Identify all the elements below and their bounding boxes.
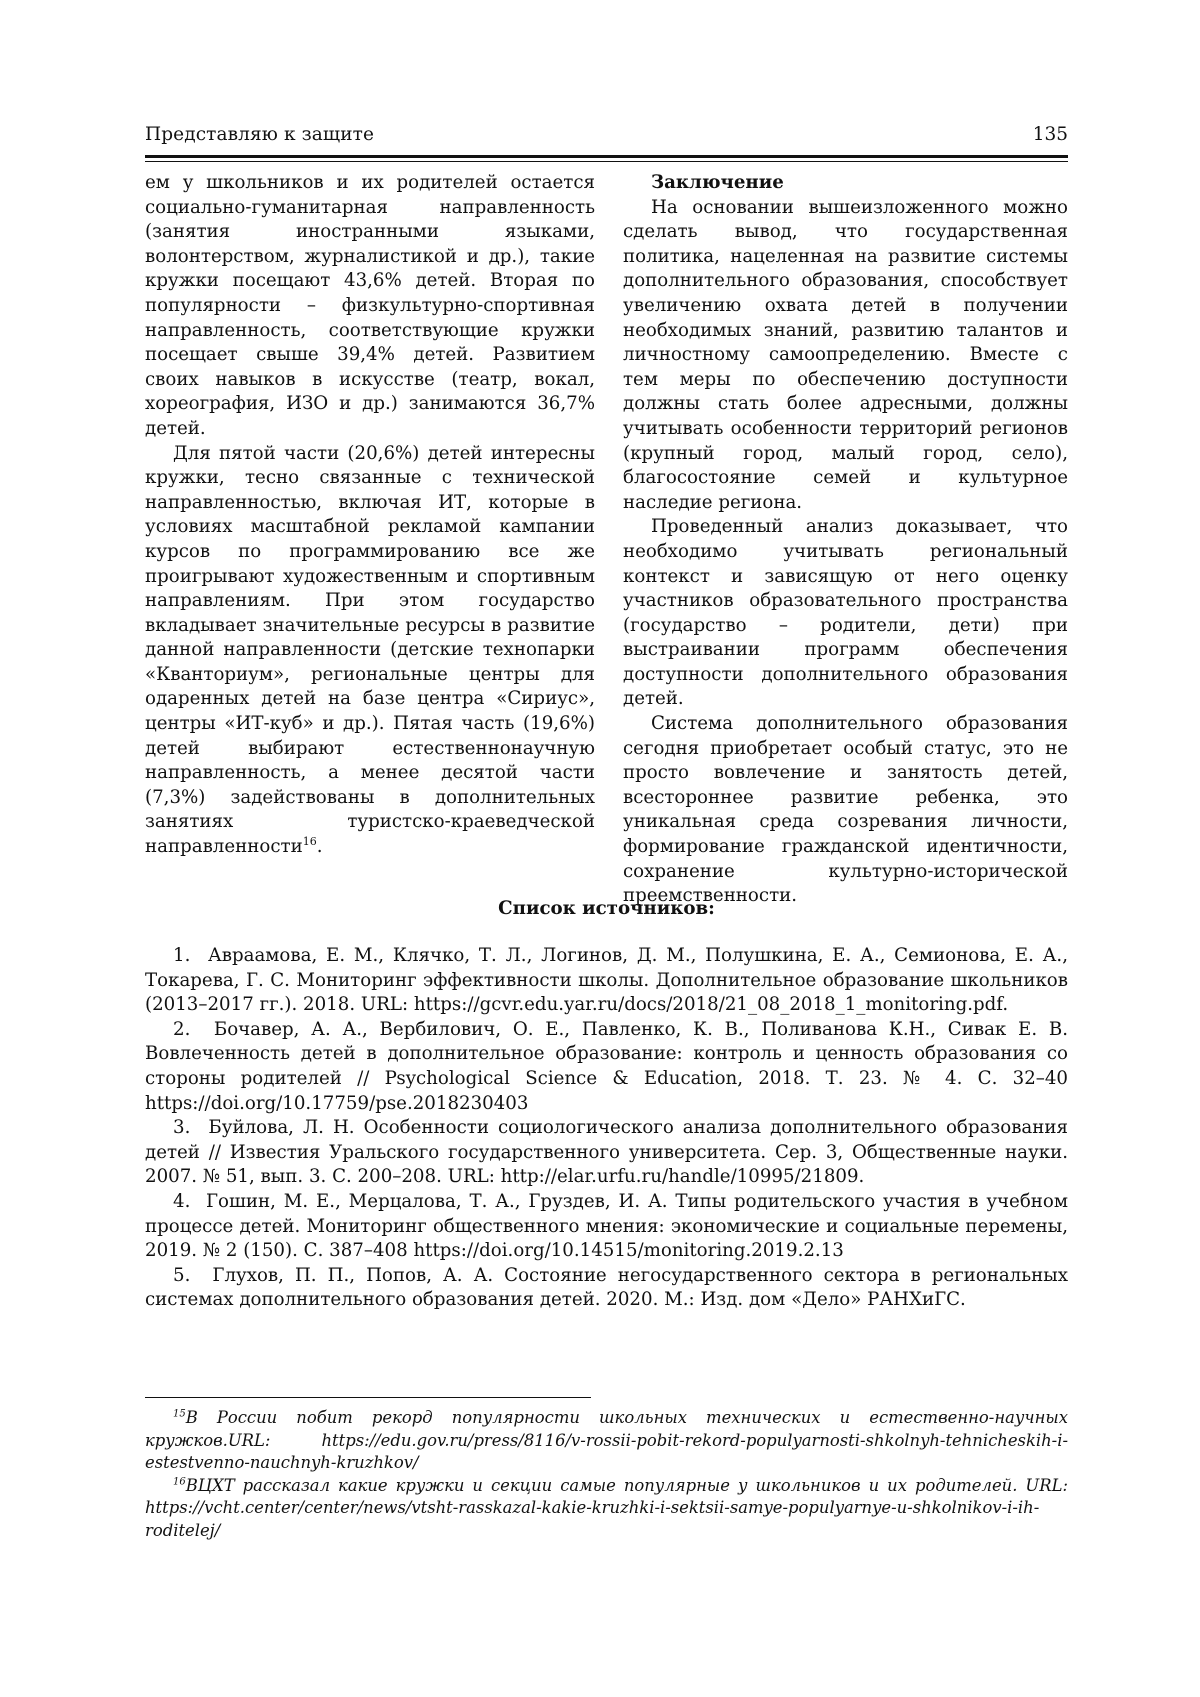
footnote-ref-16[interactable]: 16	[302, 834, 317, 848]
page-header	[145, 120, 1068, 150]
right-paragraph-1: На основании вышеизложенного можно сделать вывод, что государственная политика, нацеленная на развитие системы дополнительного образования, способствует увеличению охвата детей в получении необходимых знаний, развитию талантов и личностному самоопределению. Вместе с тем меры по обеспечению доступности должны стать более адресными, должны учитывать особенности территорий регионов (крупный город, малый город, село), благосостояние семей и культурное наследие региона.	[623, 196, 1068, 513]
reference-item: 5. Глухов, П. П., Попов, А. А. Состояние негосударственного сектора в региональных системах дополнительного образования детей. 2020. М.: Изд. дом «Дело» РАНХиГС.	[145, 1264, 1068, 1311]
footnote-text: ВЦХТ рассказал какие кружки и секции самые популярные у школьников и их родителей. URL: https://vcht.center/center/news/vtsht-rasskazal-kakie-kruzhki-i-sektsii-samye-populyarnye-u-shkolnikov-i-ih-roditelej/	[145, 1475, 1068, 1540]
reference-item: 1. Авраамова, Е. М., Клячко, Т. Л., Логинов, Д. М., Полушкина, Е. А., Семионова, Е. А., Токарева, Г. С. Мониторинг эффективности школы. Дополнительное образование школьников (2013–2017 гг.). 2018. URL: https://gcvr.edu.yar.ru/docs/2018/21_08_2018_1_monitoring.pdf.	[145, 945, 1068, 1016]
page-number: 135	[1032, 124, 1068, 145]
footnote-text: В России побит рекорд популярности школьных технических и естественно-научных кружков.URL: https://edu.gov.ru/press/8116/v-rossii-pobit-rekord-populyarnosti-shkolnyh-tehnicheskih-i-estestvenno-nauchnyh-kruzhkov/	[145, 1408, 1068, 1472]
footnote-15	[145, 1407, 1068, 1475]
footnote-16	[145, 1475, 1068, 1543]
right-column	[623, 171, 1068, 909]
left-paragraph-2	[145, 442, 595, 860]
right-paragraph-3: Система дополнительного образования сегодня приобретает особый статус, это не просто вовлечение и занятость детей, всестороннее развитие ребенка, это уникальная среда созревания личности, формирование гражданской идентичности, сохранение культурно-исторической преемственности.	[623, 713, 1068, 907]
reference-item: 2. Бочавер, А. А., Вербилович, О. Е., Павленко, К. В., Поливанова К.Н., Сивак Е. В. Вовлеченность детей в дополнительное образование: контроль и ценность образования со стороны родителей // Psychological Science & Education, 2018. Т. 23. № 4. С. 32–40 https://doi.org/10.17759/pse.2018230403	[145, 1018, 1068, 1114]
footnote-number: 16	[173, 1476, 186, 1488]
footnote-number: 15	[173, 1408, 186, 1420]
footnote-separator	[145, 1397, 591, 1398]
left-paragraph-2-end: .	[316, 836, 323, 858]
right-paragraph-2: Проведенный анализ доказывает, что необходимо учитывать региональный контекст и зависящую от него оценку участников образовательного пространства (государство – родители, дети) при выстраивании программ обеспечения доступности дополнительного образования детей.	[623, 516, 1068, 710]
header-rule-thick	[145, 155, 1068, 158]
reference-list	[145, 944, 1068, 1313]
conclusion-heading: Заключение	[651, 172, 784, 193]
footnotes	[145, 1407, 1068, 1542]
sources-title: Список источников:	[498, 898, 715, 919]
left-column	[145, 171, 595, 860]
reference-item: 3. Буйлова, Л. Н. Особенности социологического анализа дополнительного образования детей // Известия Уральского государственного университета. Сер. 3, Общественные науки. 2007. № 51, вып. 3. С. 200–208. URL: http://elar.urfu.ru/handle/10995/21809.	[145, 1117, 1068, 1188]
left-paragraph-1: ем у школьников и их родителей остается социально-гуманитарная направленность (занятия иностранными языками, волонтерством, журналистикой и др.), такие кружки посещают 43,6% детей. Вторая по популярности – физкультурно-спортивная направленность, соответствующие кружки посещает свыше 39,4% детей. Развитием своих навыков в искусстве (театр, вокал, хореография, ИЗО и др.) занимаются 36,7% детей.	[145, 172, 595, 439]
header-rule-thin	[145, 161, 1068, 162]
reference-item: 4. Гошин, М. Е., Мерцалова, Т. А., Груздев, И. А. Типы родительского участия в учебном процессе детей. Мониторинг общественного мнения: экономические и социальные перемены, 2019. № 2 (150). С. 387–408 https://doi.org/10.14515/monitoring.2019.2.13	[145, 1190, 1068, 1262]
running-title: Представляю к защите	[145, 124, 375, 145]
left-paragraph-2-text: Для пятой части (20,6%) детей интересны кружки, тесно связанные с технической направленностью, включая ИТ, которые в условиях масштабной рекламой кампании курсов по программированию все же проигрывают художественным и спортивным направлениям. При этом государство вкладывает значительные ресурсы в развитие данной направленности (детские технопарки «Кванториум», региональные центры для одаренных детей на базе центра «Сириус», центры «ИТ-куб» и др.). Пятая часть (19,6%) детей выбирают естественнонаучную направленность, а менее десятой части (7,3%) задействованы в дополнительных занятиях туристско-краеведческой направленности	[145, 442, 595, 858]
